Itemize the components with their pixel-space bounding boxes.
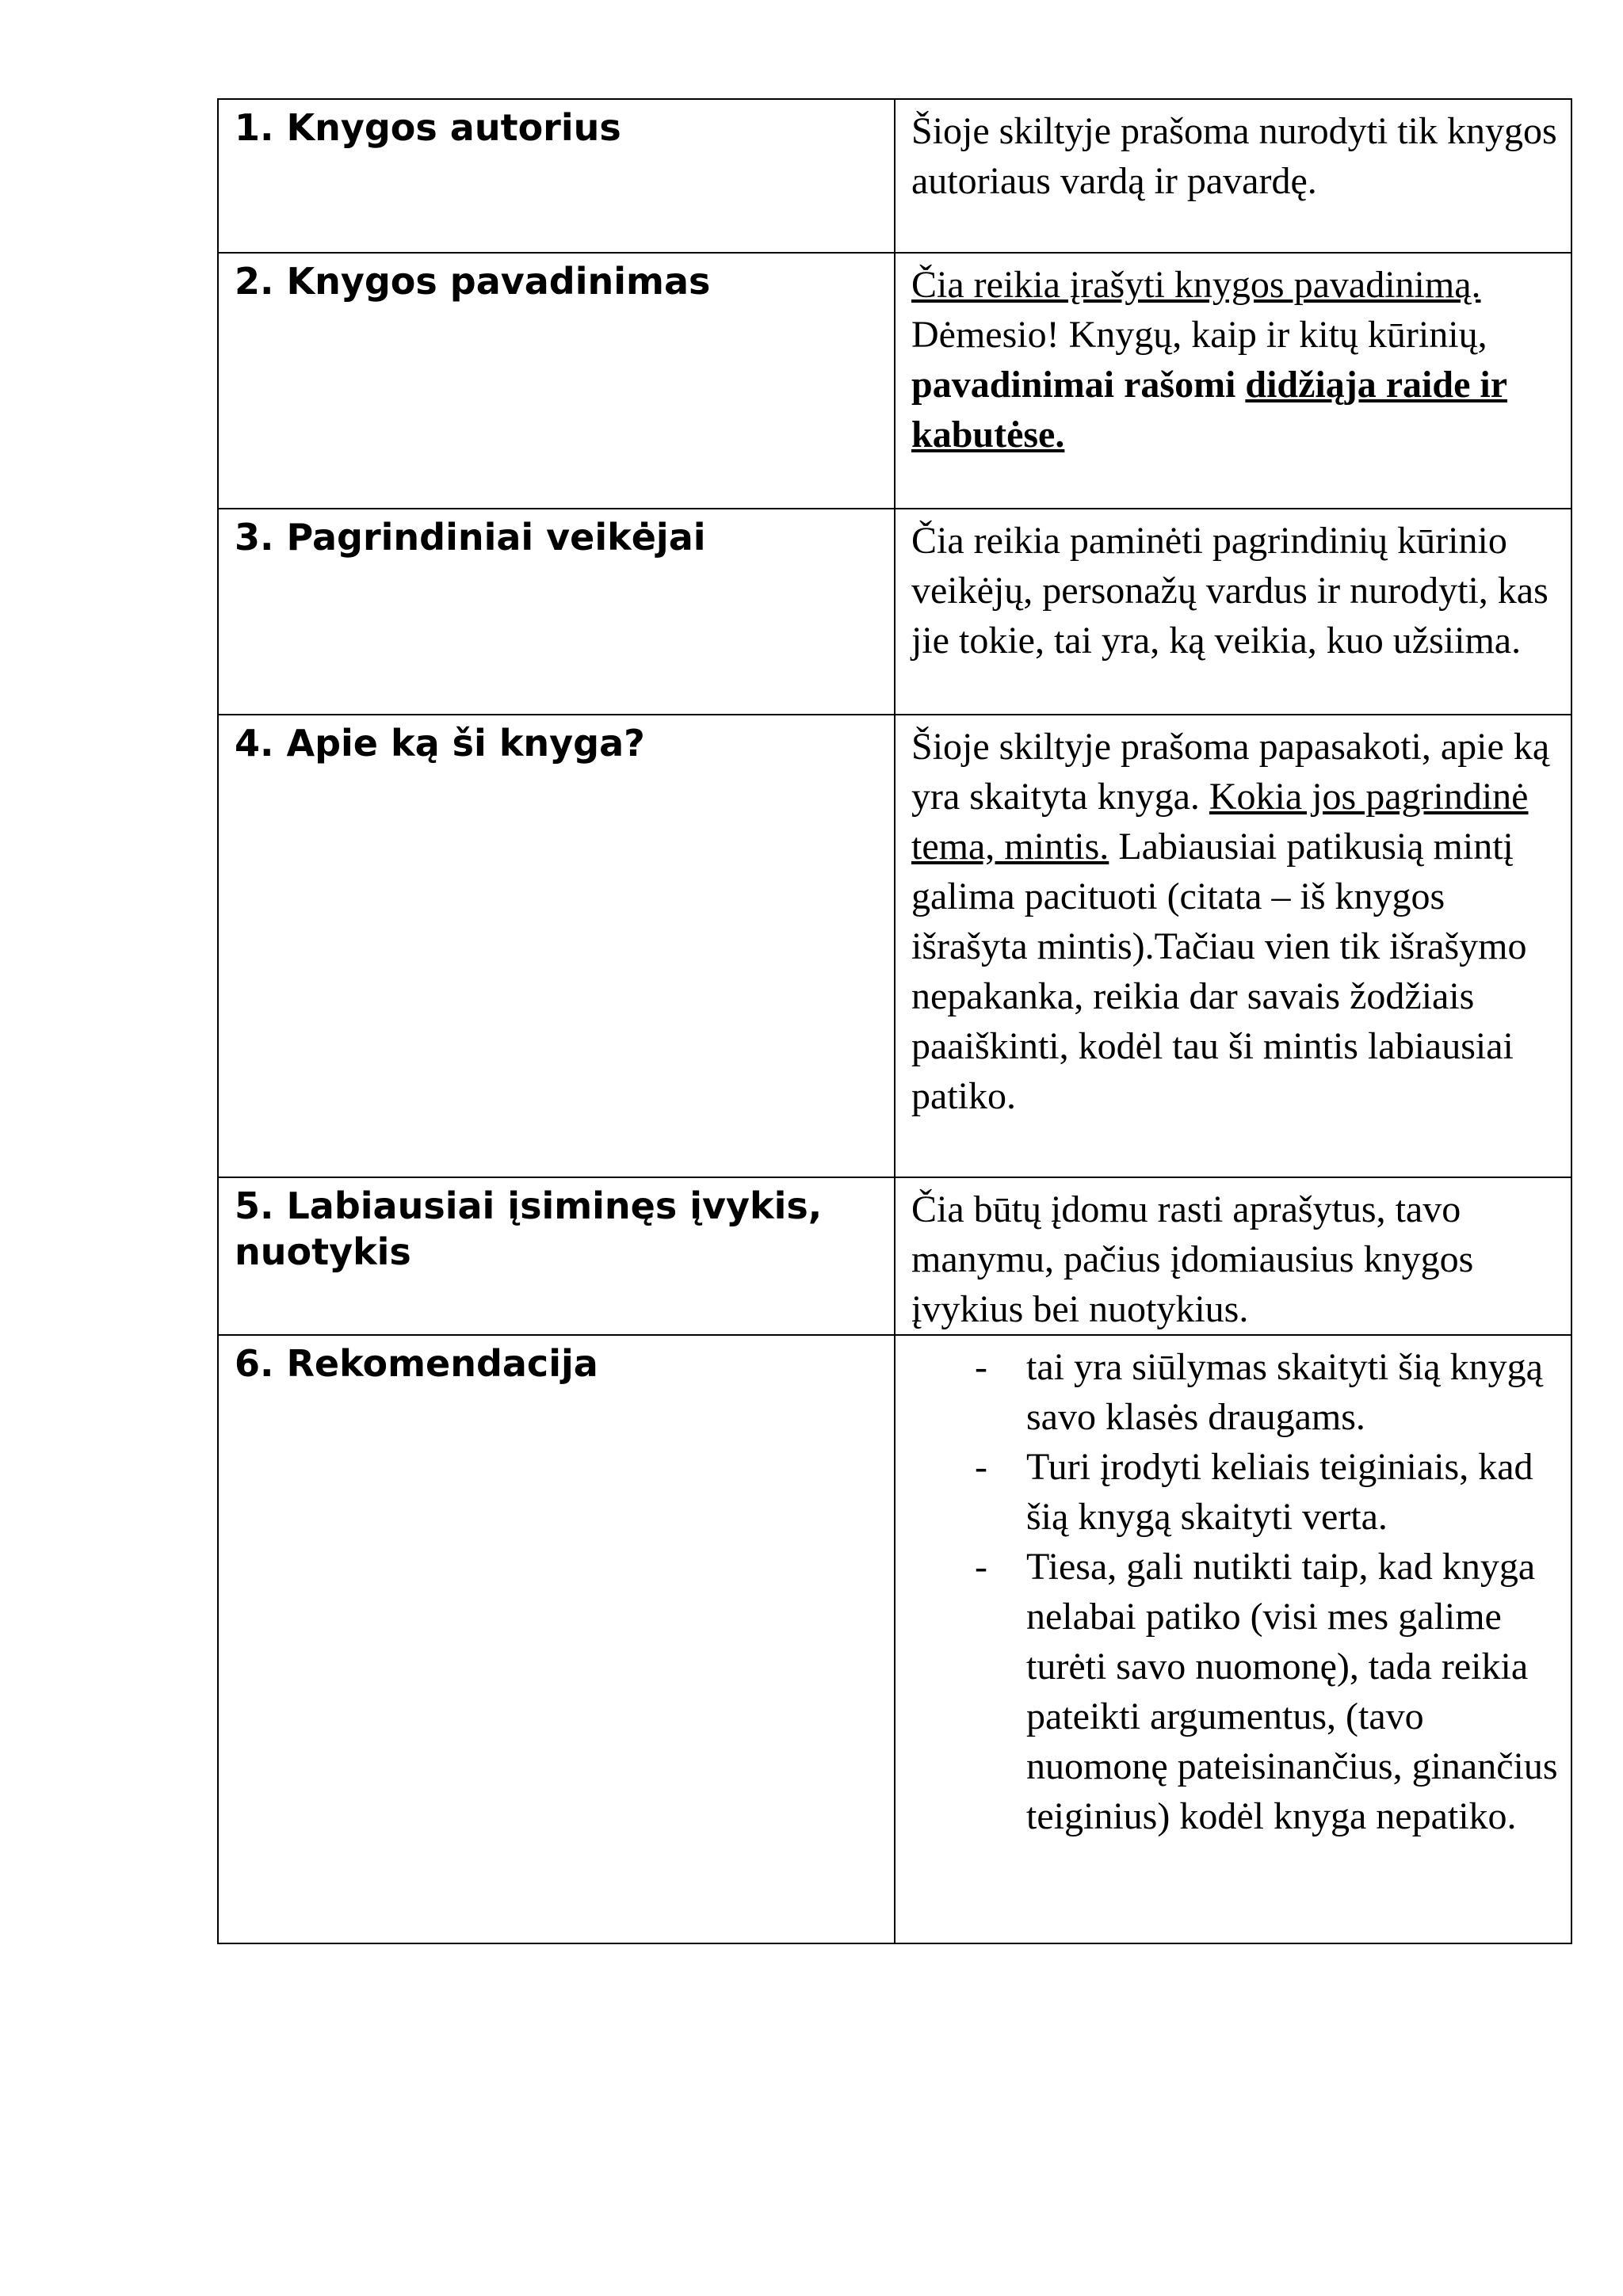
about-theme: Kokia jos pagrindinė tema, mintis.	[911, 776, 1529, 868]
about-text-1: Šioje skiltyje prašoma papasakoti, apie ką yra skaityta knyga.	[911, 726, 1550, 818]
table-row	[218, 99, 1571, 253]
table-row	[218, 253, 1571, 509]
row-desc-title	[895, 253, 1571, 509]
table-row	[218, 1177, 1571, 1335]
title-note: Dėmesio! Knygų, kaip ir kitų kūrinių,	[911, 314, 1487, 356]
row-label-characters: 3. Pagrindiniai veikėjai	[218, 509, 895, 715]
dash-bullet: -	[975, 1446, 987, 1488]
row-label-about: 4. Apie ką ši knyga?	[218, 715, 895, 1177]
title-note-bold: pavadinimai rašomi	[911, 364, 1246, 406]
row-desc-characters: Čia reikia paminėti pagrindinių kūrinio veikėjų, personažų vardus ir nurodyti, kas jie tokie, tai yra, ką veikia, kuo užsiima.	[895, 509, 1571, 715]
row-desc-event: Čia būtų įdomu rasti aprašytus, tavo manymu, pačius įdomiausius knygos įvykius bei nuotykius.	[895, 1177, 1571, 1335]
row-desc-author: Šioje skiltyje prašoma nurodyti tik knygos autoriaus vardą ir pavardę.	[895, 99, 1571, 253]
row-desc-recommendation	[895, 1335, 1571, 1943]
title-instruction: Čia reikia įrašyti knygos pavadinimą.	[911, 264, 1481, 306]
about-text-2: Labiausiai patikusią mintį galima pacituoti (citata – iš knygos išrašyta mintis).Tačiau vien tik išrašymo nepakanka, reikia dar savais žodžiais paaiškinti, kodėl tau ši mintis labiausiai patiko.	[911, 826, 1527, 1117]
row-label-recommendation: 6. Rekomendacija	[218, 1335, 895, 1943]
table-row	[218, 1335, 1571, 1943]
row-label-event: 5. Labiausiai įsiminęs įvykis, nuotykis	[218, 1177, 895, 1335]
list-item: - tai yra siūlymas skaityti šią knygą savo klasės draugams.	[975, 1342, 1558, 1442]
row-label-title: 2. Knygos pavadinimas	[218, 253, 895, 509]
list-item: - Tiesa, gali nutikti taip, kad knyga nelabai patiko (visi mes galime turėti savo nuomonę), tada reikia pateikti argumentus, (tavo nuomonę pateisinančius, ginančius teiginius) kodėl knyga nepatiko.	[975, 1542, 1558, 1841]
row-label-author: 1. Knygos autorius	[218, 99, 895, 253]
table-row	[218, 715, 1571, 1177]
dash-bullet: -	[975, 1346, 987, 1388]
list-item: - Turi įrodyti keliais teiginiais, kad šią knygą skaityti verta.	[975, 1442, 1558, 1542]
dash-bullet: -	[975, 1546, 987, 1588]
book-review-table	[217, 98, 1572, 1944]
table-row	[218, 509, 1571, 715]
row-desc-about	[895, 715, 1571, 1177]
recommendation-list	[911, 1342, 1558, 1841]
title-note-bold-underlined: didžiąja raide ir kabutėse.	[911, 364, 1508, 456]
